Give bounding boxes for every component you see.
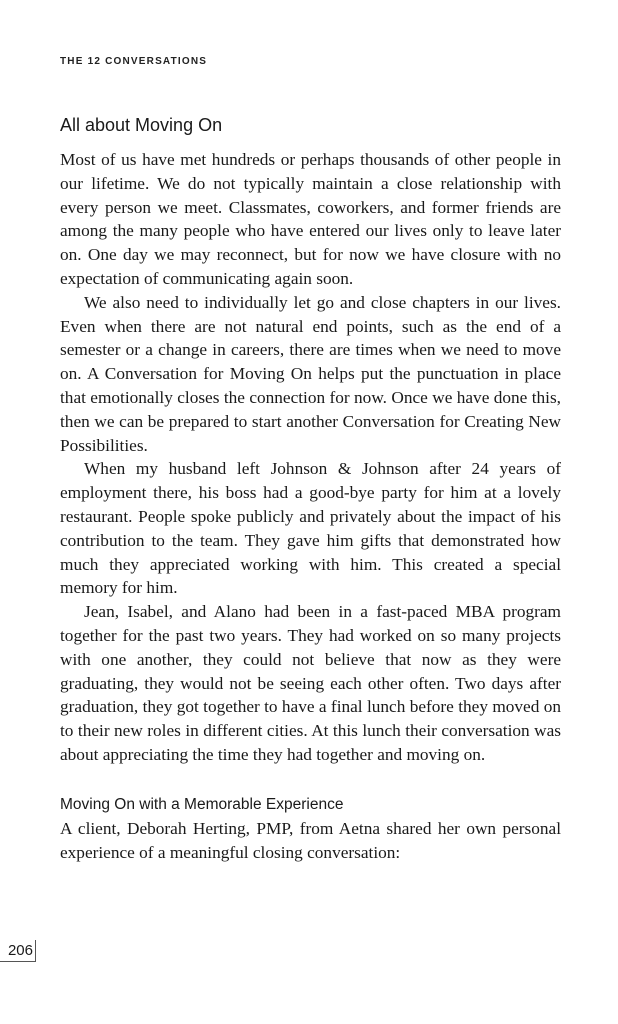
page-body — [60, 112, 561, 864]
paragraph: We also need to individually let go and close chapters in our lives. Even when there are not natural end points, such as the end of a semester or a change in careers, there are times when we need to move on. A Conversation for Moving On helps put the punctuation in place that emotionally closes the connection for now. Once we have done this, then we can be prepared to start another Conversation for Creating New Possibilities. — [60, 292, 561, 455]
paragraph: A client, Deborah Herting, PMP, from Aetna shared her own personal experience of a meaningful closing conversation: — [60, 818, 561, 862]
paragraph: Jean, Isabel, and Alano had been in a fast-paced MBA program together for the past two years. They had worked on so many projects with one another, they could not believe that now as they were graduating, they would not be seeing each other often. Two days after graduation, they got together to have a final lunch before they moved on to their new roles in different cities. At this lunch their conversation was about appreciating the time they had together and moving on. — [60, 602, 561, 764]
running-head: THE 12 CONVERSATIONS — [60, 56, 208, 67]
page-number: 206 — [0, 940, 36, 962]
paragraph: When my husband left Johnson & Johnson after 24 years of employment there, his boss had a good-bye party for him at a lovely restaurant. People spoke publicly and privately about the impact of his contribution to the team. They gave him gifts that demonstrated how much they appreciated working with him. This created a special memory for him. — [60, 459, 561, 598]
subsection-heading: Moving On with a Memorable Experience — [60, 795, 344, 813]
paragraph: Most of us have met hundreds or perhaps thousands of other people in our lifetime. We do not typically maintain a close relationship with every person we meet. Classmates, coworkers, and former friends are among the many people who have entered our lives only to leave later on. One day we may reconnect, but for now we have closure with no expectation of communicating again soon. — [60, 150, 561, 288]
section-heading: All about Moving On — [60, 115, 223, 135]
